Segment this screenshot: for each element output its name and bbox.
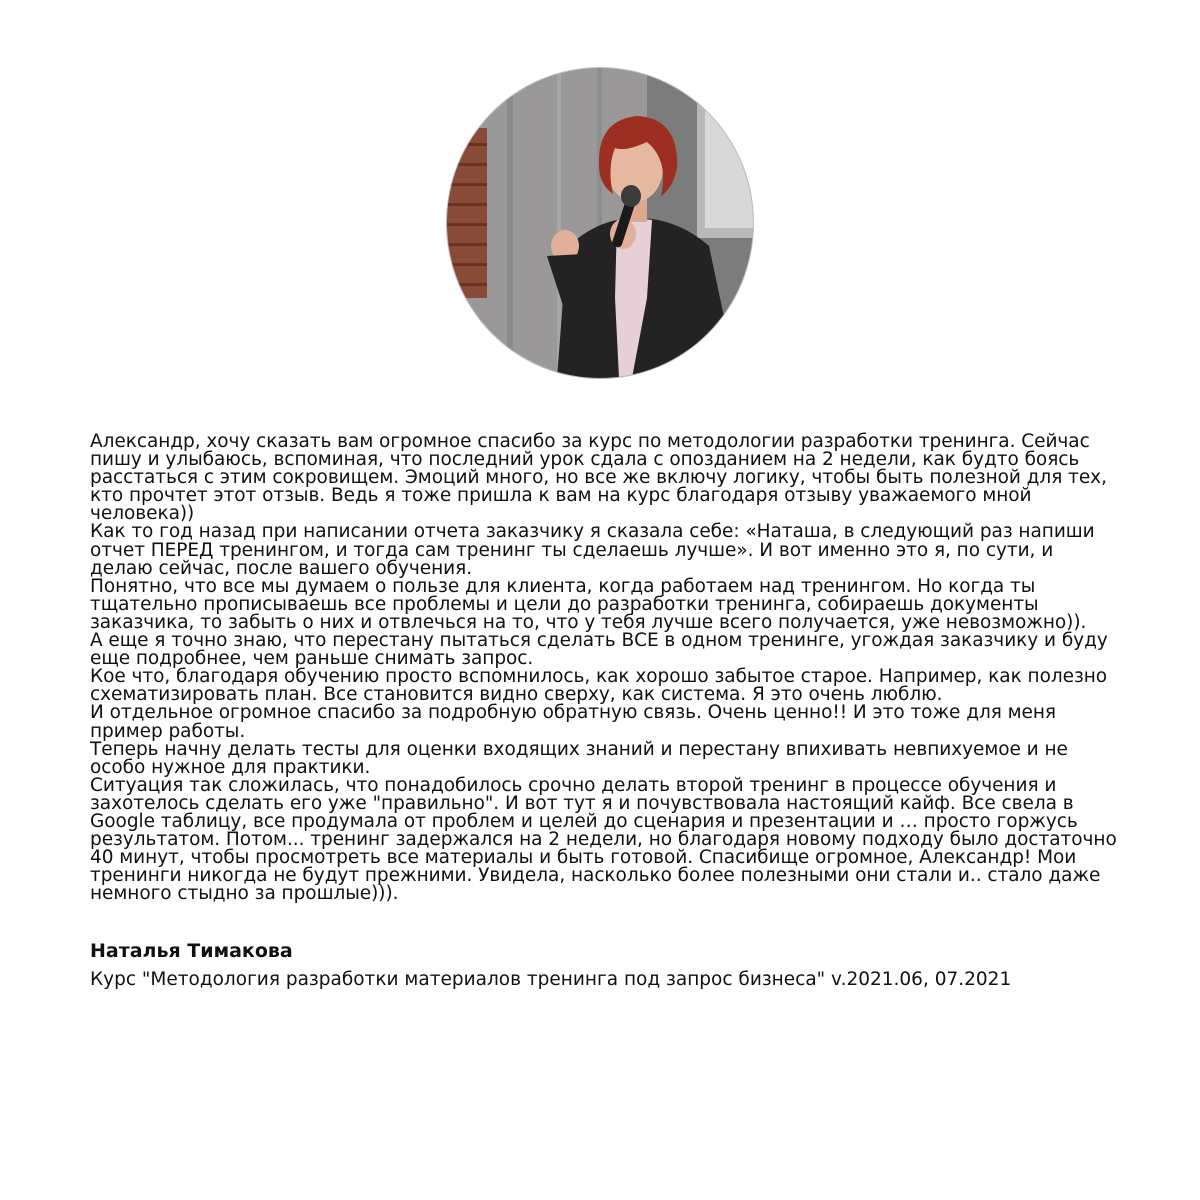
review-paragraph: Ситуация так сложилась, что понадобилось срочно делать второй тренинг в процессе обучения и захотелось сделать его уже "правильно". И вот тут я и почувствовала настоящий кайф. Все свела в Google таблицу, все продумала от проблем и целей до сценария и презентации и … просто горжусь результатом. Потом... тренинг задержался на 2 недели, но благодаря новому подходу было достаточно 40 минут, чтобы просмотреть все материалы и быть готовой. Спасибище огромное, Александр! Мои тренинги никогда не будут прежними. Увидела, насколько более полезными они стали и.. стало даже немного стыдно за прошлые))).: [90, 774, 1117, 905]
review-paragraph: Понятно, что все мы думаем о пользе для клиента, когда работаем над тренингом. Но когда ты тщательно прописываешь все проблемы и цели до разработки тренинга, собираешь документы заказчика, то забыть о них и отвлечься на то, что у тебя лучше всего получается, уже невозможно)).: [90, 575, 1087, 633]
author-photo: [447, 68, 753, 378]
review-paragraph: Теперь начну делать тесты для оценки входящих знаний и перестану впихивать невпихуемое и не особо нужное для практики.: [90, 738, 1068, 778]
review-paragraph: А еще я точно знаю, что перестану пытаться сделать ВСЕ в одном тренинге, угождая заказчику и буду еще подробнее, чем раньше снимать запрос.: [90, 630, 1108, 670]
review-paragraph: Кое что, благодаря обучению просто вспомнилось, как хорошо забытое старое. Например, как полезно схематизировать план. Все становится видно сверху, как система. Я это очень люблю.: [90, 666, 1108, 706]
review-paragraph: Александр, хочу сказать вам огромное спасибо за курс по методологии разработки тренинга. Сейчас пишу и улыбаюсь, вспоминая, что последний урок сдала с опозданием на 2 недели, как будто боясь расстаться с этим сокровищем. Эмоций много, но все же включу логику, чтобы быть полезной для тех, кто прочтет этот отзыв. Ведь я тоже пришла к вам на курс благодаря отзыву уважаемого мной человека)): [90, 431, 1107, 525]
review-paragraph: И отдельное огромное спасибо за подробную обратную связь. Очень ценно!! И это тоже для меня пример работы.: [90, 702, 1057, 742]
review-text: [90, 433, 1120, 903]
course-info: Курс "Методология разработки материалов тренинга под запрос бизнеса" v.2021.06, 07.2021: [90, 969, 1012, 990]
review-paragraph: Как то год назад при написании отчета заказчику я сказала себе: «Наташа, в следующий раз напиши отчет ПЕРЕД тренингом, и тогда сам тренинг ты сделаешь лучше». И вот именно это я, по сути, и делаю сейчас, после вашего обучения.: [90, 521, 1095, 579]
author-name: Наталья Тимакова: [90, 940, 293, 962]
person-photo-icon: [447, 68, 753, 378]
